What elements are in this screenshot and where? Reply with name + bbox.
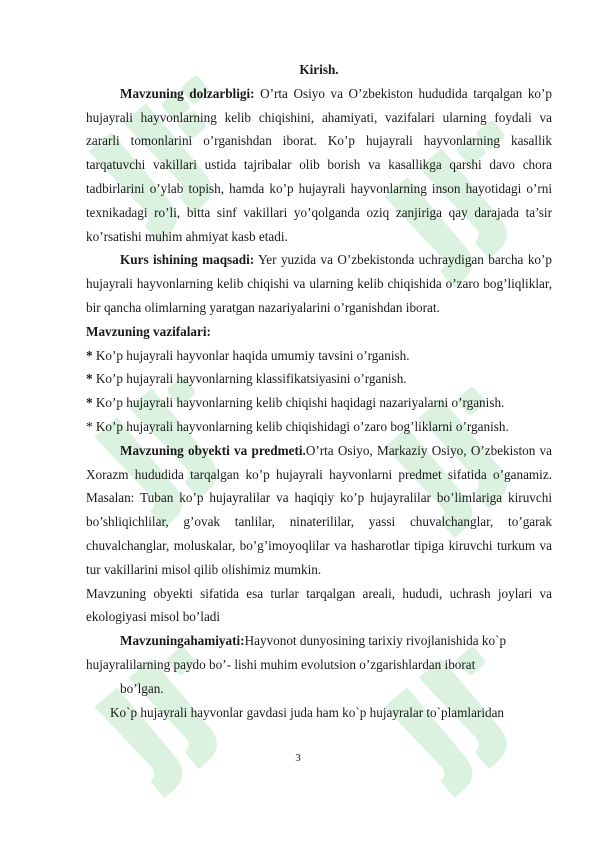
paragraph-text: O’rta Osiyo va O’zbekiston hududida tarqalgan ko’p hujayrali hayvonlarning kelib chiqishini, ahamiyati, vazifalari ularning foydali va zararli tomonlarini o’rganishdan iborat. Ko’p hujayrali hayvonlarning kasallik tarqatuvchi vakillari ustida tajribalar olib borish va kasallikga qarshi davo chora tadbirlarini o’ylab topish, hamda ko’p hujayrali hayvonlarning inson hayotidagi o’rni texnikadagi ro’li, bitta sinf vakillari yo’qolganda oziq zanjiriga qay darajada ta’sir ko’rsatishi muhim ahmiyat kasb etadi.	[86, 85, 552, 244]
list-item-text: Ko’p hujayrali hayvonlarning kelib chiqishidagi o’zaro bog’liklarni o’rganish.	[92, 418, 509, 434]
page-title: Kirish.	[299, 62, 339, 77]
bullet-mark: *	[86, 395, 93, 411]
bullet-mark: *	[86, 418, 93, 434]
paragraph-object	[86, 439, 552, 582]
paragraph-lead: Mavzuningahamiyati:	[120, 633, 245, 649]
paragraph-importance	[86, 629, 552, 677]
list-item	[86, 344, 552, 368]
paragraph-body: Ko`p hujayrali hayvonlar gavdasi juda ham ko`p hujayralar to`plamlaridan	[110, 704, 505, 720]
list-item-text: Ko’p hujayrali hayvonlarning klassifikatsiyasini o’rganish.	[92, 371, 407, 387]
list-item-text: Ko’p hujayrali hayvonlarning kelib chiqishi haqidagi nazariyalarni o’rganish.	[92, 395, 505, 411]
document-body	[86, 58, 552, 724]
paragraph-lead: Mavzuning obyekti va predmeti.	[120, 442, 306, 458]
paragraph-object-extra: Mavzuning obyekti sifatida esa turlar tarqalgan areali, hududi, uchrash joylari va ekologiyasi misol bo’ladi	[86, 585, 552, 625]
paragraph-lead: Kurs ishining maqsadi:	[120, 252, 255, 268]
list-item	[86, 367, 552, 391]
list-item	[86, 391, 552, 415]
bullet-mark: *	[86, 371, 93, 387]
paragraph-text: O’rta Osiyo, Markaziy Osiyo, O’zbekiston va Xorazm hududida tarqalgan ko’p hujayrali hayvonlarni predmet sifatida o’ganamiz. Masalan: Tuban ko’p hujayralilar va haqiqiy ko’p hujayralilar bo’limlariga kiruvchi bo’shliqichlilar, g’ovak tanlilar, ninaterililar, yassi chuvalchanglar, to’garak chuvalchanglar, moluskalar, bo’g’imoyoqlilar va hasharotlar tipiga kiruvchi turkum va tur vakillarini misol qilib olishimiz mumkin.	[86, 442, 553, 577]
list-item-text: Ko’p hujayrali hayvonlar haqida umumiy tavsini o’rganish.	[92, 347, 410, 363]
paragraph-goal	[86, 248, 552, 319]
paragraph-text: Hayvonot dunyosining tarixiy rivojlanishida ko`p hujayralilarning paydo bo’- lishi muhim evolutsion o’zgarishlardan iborat	[86, 633, 507, 672]
bullet-mark: *	[86, 347, 93, 363]
page-number: 3	[295, 752, 301, 764]
tasks-heading-text: Mavzuning vazifalari:	[86, 323, 211, 339]
paragraph-text: Yer yuzida va O’zbekistonda uchraydigan barcha ko’p hujayrali hayvonlarning kelib chiqishi va ularning kelib chiqishida o’zaro bog’liqliklar, bir qancha olimlarning yaratgan nazariyalarini o’rganishdan iborat.	[86, 252, 552, 315]
list-item	[86, 415, 552, 439]
paragraph-importance-tail: bo’lgan.	[120, 680, 164, 696]
tasks-heading	[86, 320, 552, 344]
paragraph-lead: Mavzuning dolzarbligi:	[120, 85, 255, 101]
paragraph-relevance	[86, 82, 552, 249]
